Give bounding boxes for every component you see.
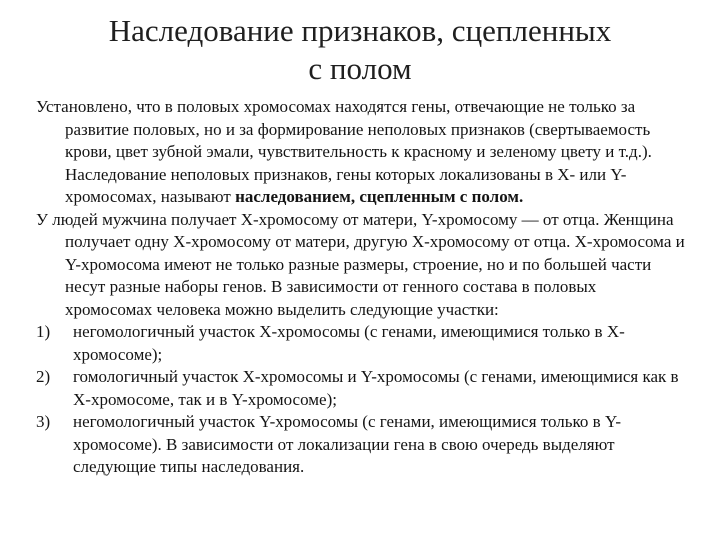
slide-title xyxy=(60,12,660,88)
slide-title-line-2: с полом xyxy=(308,51,412,86)
paragraph-1-text: Установлено, что в половых хромосомах находятся гены, отвечающие не только за развитие половых, но и за формирование неполовых признаков (свертываемость крови, цвет зубной эмали, чувствительность к красному и зеленому цвету и т.д.). Наследование неполовых признаков, гены которых локализованы в X- или Y-хромосомах, называют xyxy=(36,97,652,206)
list-item-1-text: негомологичный участок X-хромосомы (с генами, имеющимися только в X-хромосоме); xyxy=(73,322,625,364)
paragraph-2: У людей мужчина получает X-хромосому от матери, Y-хромосому — от отца. Женщина получает одну X-хромосому от матери, другую X-хромосому от отца. X-хромосома и Y-хромосома имеют не только разные размеры, строение, но и по большей части несут разные наборы генов. В зависимости от генного состава в половых хромосомах человека можно выделить следующие участки: xyxy=(36,209,685,319)
list-item-2 xyxy=(36,366,686,411)
slide-title-line-1: Наследование признаков, сцепленных xyxy=(108,13,612,48)
list-item-3-number: 3) xyxy=(36,412,51,431)
list-item-1-number: 1) xyxy=(36,322,51,341)
list-item-2-number: 2) xyxy=(36,367,51,386)
paragraph-1 xyxy=(36,96,686,209)
slide-body xyxy=(36,96,686,479)
list-item-1 xyxy=(36,321,686,366)
list-item-3-text: негомологичный участок Y-хромосомы (с генами, имеющимися только в Y-хромосоме). В зависимости от локализации гена в свою очередь выделяют следующие типы наследования. xyxy=(73,412,621,476)
list-item-3 xyxy=(36,411,686,479)
paragraph-1-bold-term: наследованием, сцепленным с полом. xyxy=(235,187,524,206)
list-item-2-text: гомологичный участок X-хромосомы и Y-хромосомы (с генами, имеющимися как в X-хромосоме, так и в Y-хромосоме); xyxy=(73,367,679,409)
